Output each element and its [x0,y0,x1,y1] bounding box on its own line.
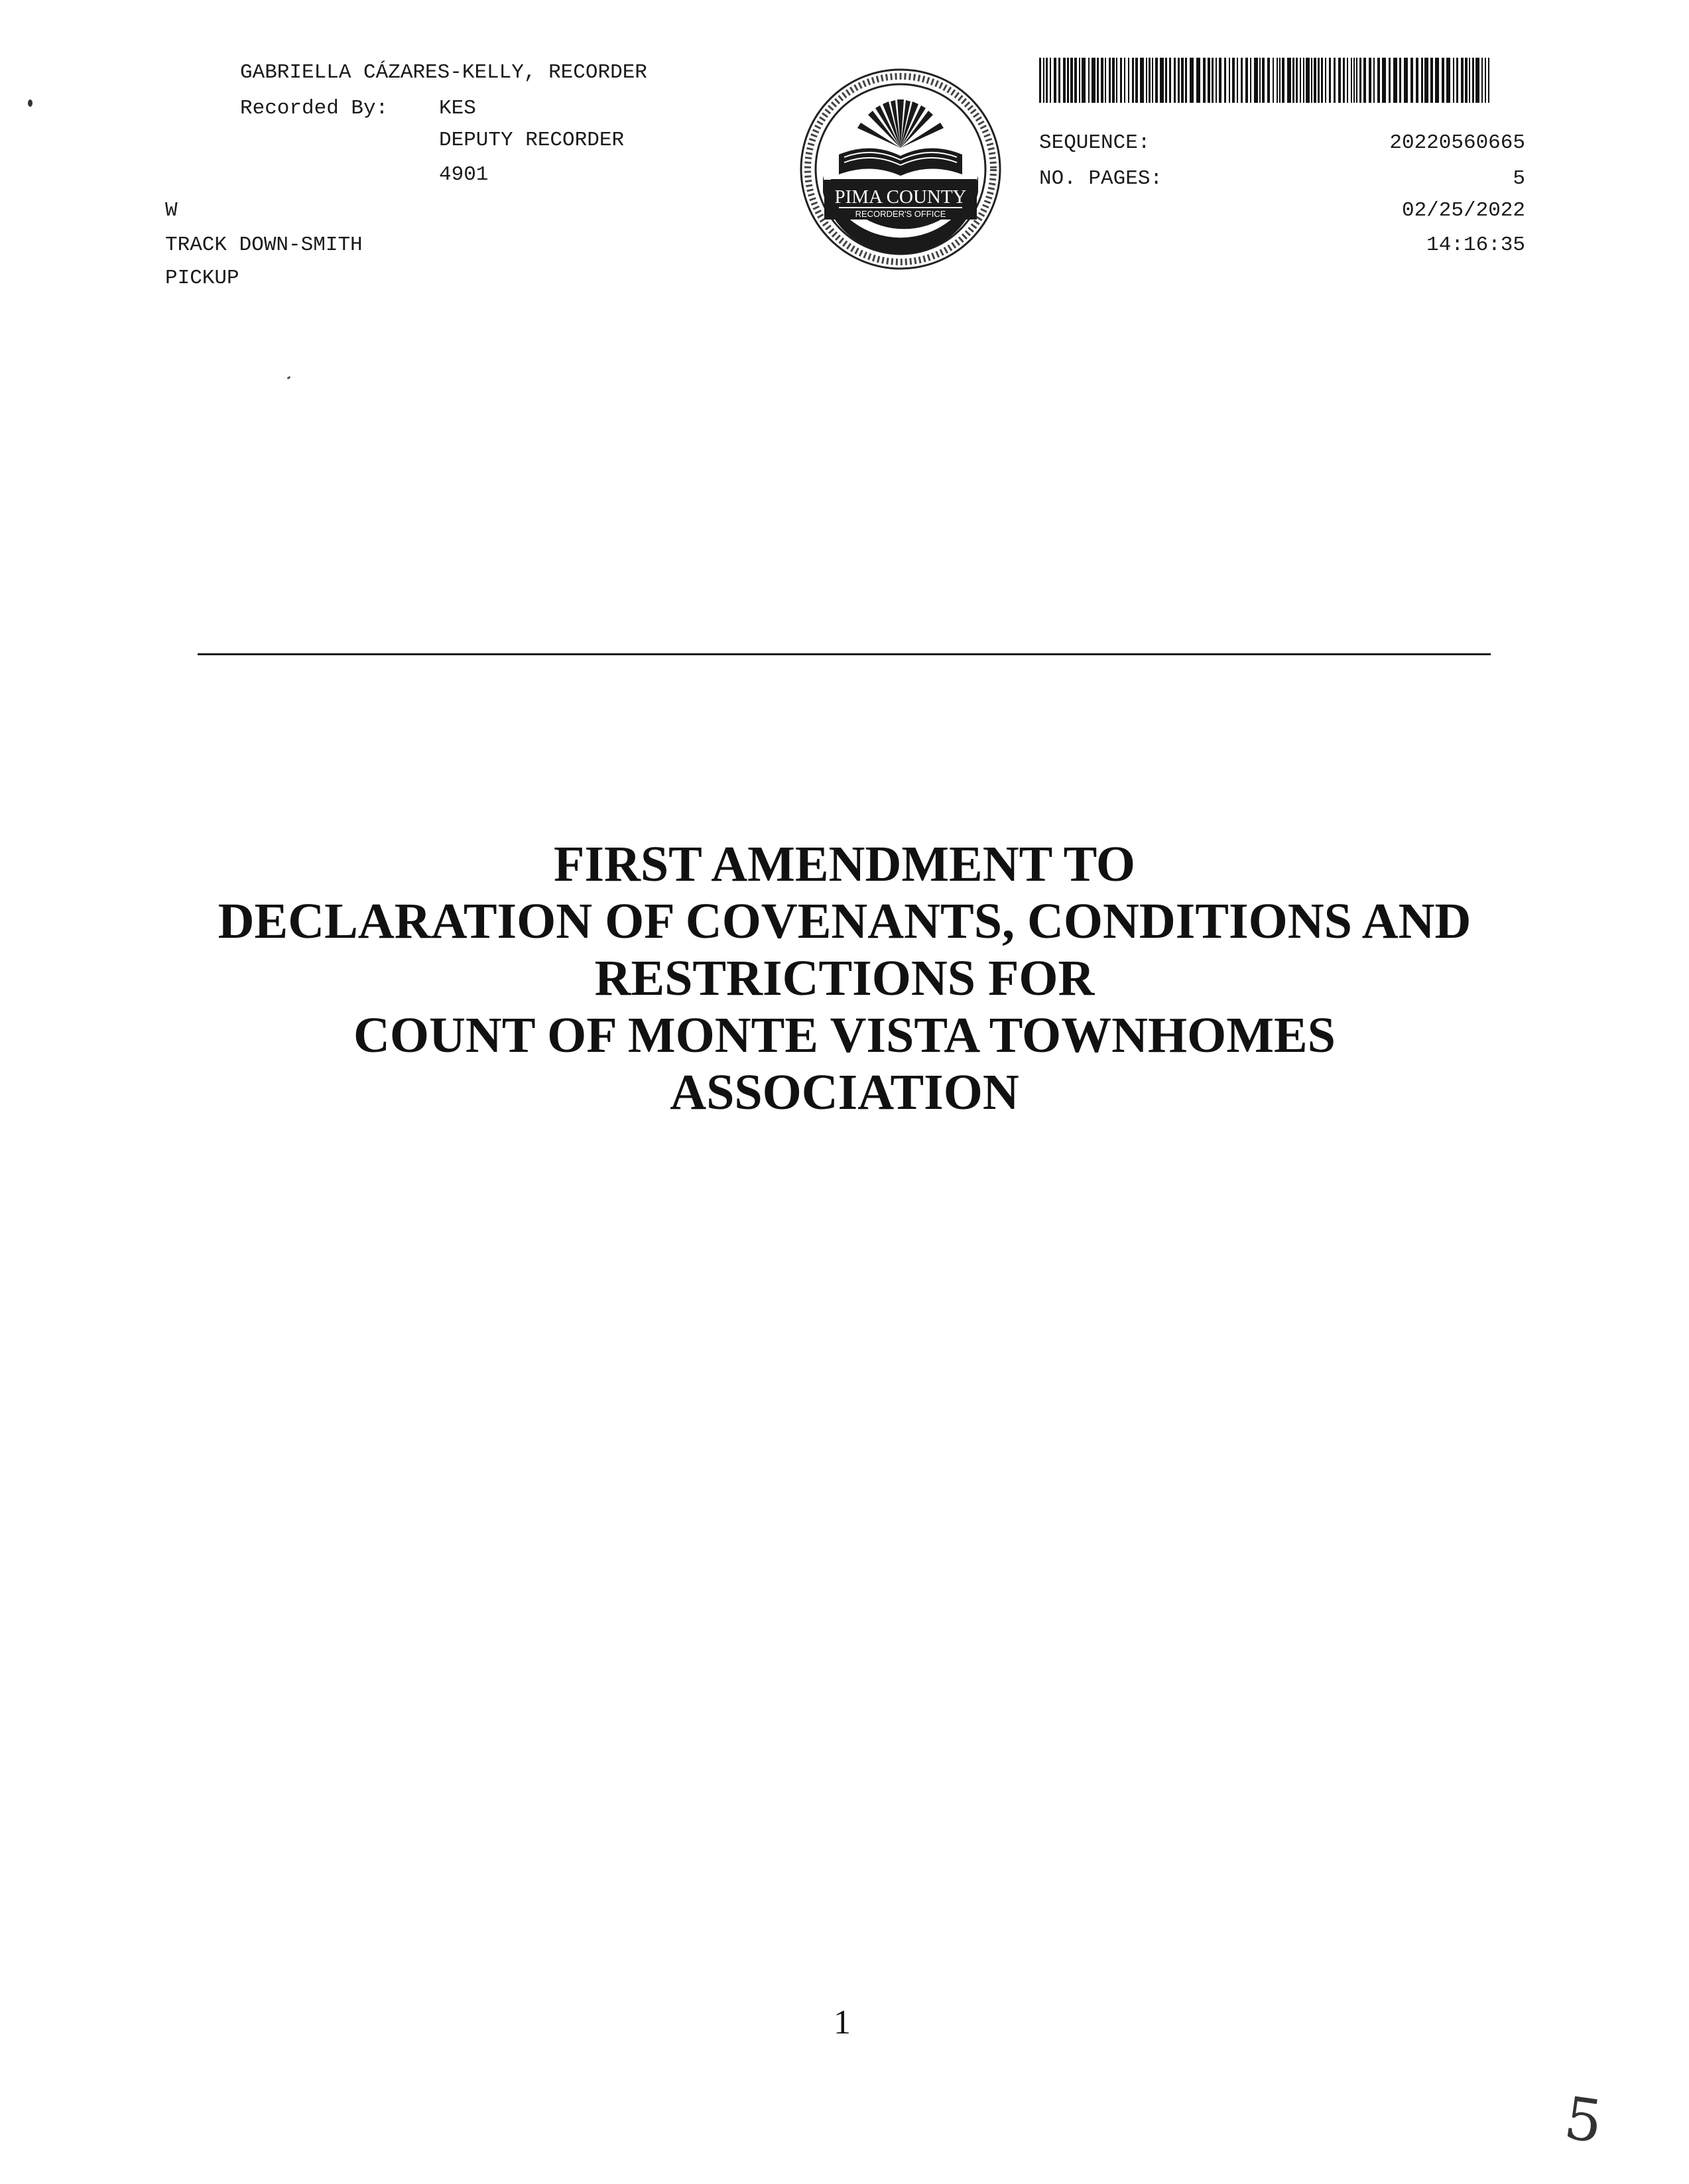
deputy-number: 4901 [439,163,489,186]
recorded-date: 02/25/2022 [1401,199,1525,222]
speck [287,376,291,379]
pages-value: 5 [1513,167,1525,190]
sequence-value: 20220560665 [1389,131,1525,155]
seal-name: PIMA COUNTY [834,186,967,208]
code-w: W [165,199,178,222]
recorded-by-label: Recorded By: [240,97,389,120]
pages-label: NO. PAGES: [1039,167,1163,190]
barcode-icon [1039,58,1490,103]
delivery-method: PICKUP [165,267,239,290]
title-line: RESTRICTIONS FOR [594,950,1095,1006]
sequence-label: SEQUENCE: [1039,131,1151,155]
title-line: COUNT OF MONTE VISTA TOWNHOMES [353,1007,1336,1063]
deputy-title: DEPUTY RECORDER [439,129,625,152]
seal-subtitle: RECORDER'S OFFICE [855,209,946,219]
speck [28,99,32,107]
recorded-time: 14:16:35 [1426,233,1525,257]
handwritten-mark: 5 [1560,2083,1607,2157]
title-line: FIRST AMENDMENT TO [553,836,1136,892]
title-line: DECLARATION OF COVENANTS, CONDITIONS AND [218,893,1471,949]
title-line: ASSOCIATION [670,1064,1019,1120]
document-title [133,836,1556,1121]
page-number: 1 [834,2004,851,2041]
submitter: TRACK DOWN-SMITH [165,233,363,257]
pima-county-seal-icon [798,63,1003,275]
horizontal-rule [198,653,1491,655]
recorded-by-value: KES [439,97,476,120]
recorder-name: GABRIELLA CÁZARES-KELLY, RECORDER [240,61,647,84]
